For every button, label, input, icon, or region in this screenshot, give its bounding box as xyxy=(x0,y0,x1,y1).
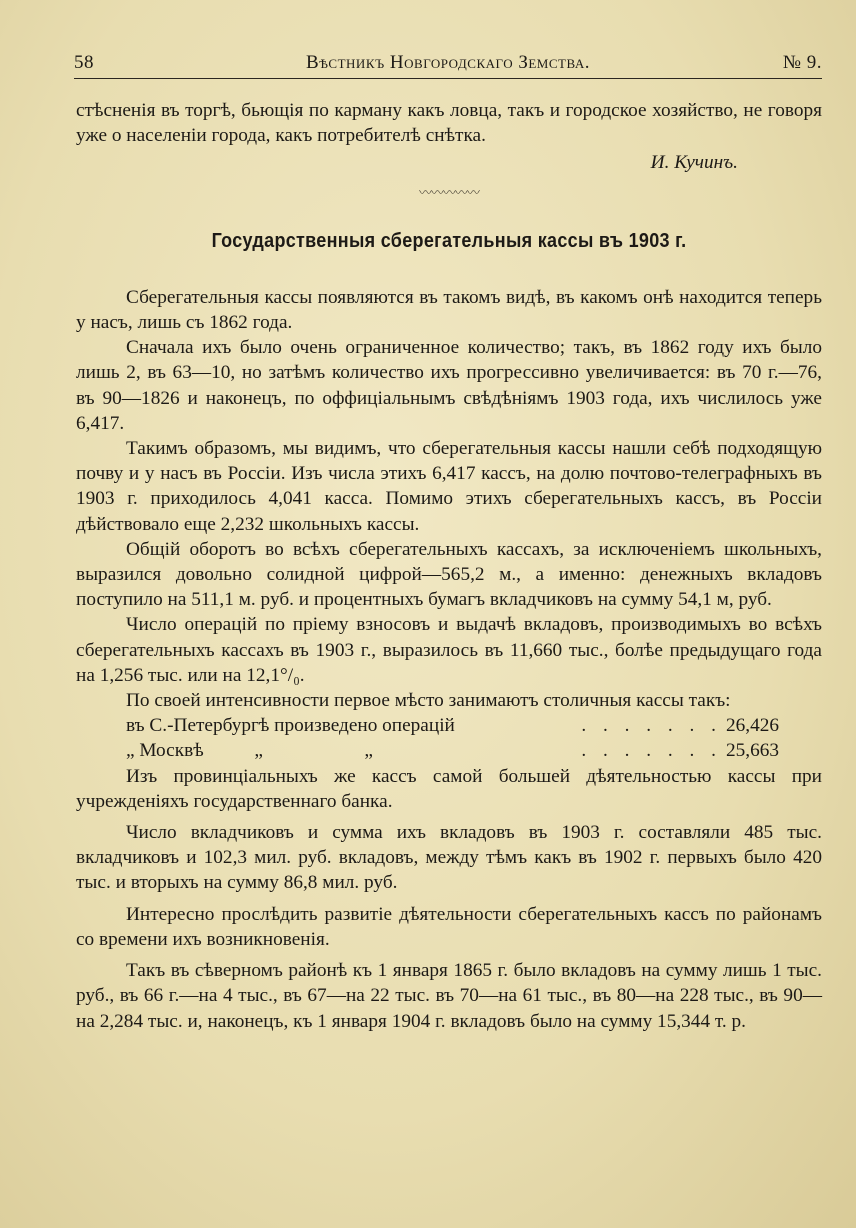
paragraph: Сначала ихъ было очень ограниченное количество; такъ, въ 1862 году ихъ было лишь 2, въ 63—10, но затѣмъ количество ихъ прогрессивно увеличивается: въ 70 г.—76, въ 90—1826 и наконецъ, по оффиціальнымъ свѣдѣніямъ 1903 года, ихъ числилось уже 6,417. xyxy=(76,337,822,434)
paragraph: По своей интенсивности первое мѣсто занимаютъ столичныя кассы такъ: xyxy=(126,690,731,712)
running-header xyxy=(74,52,822,78)
ops-value: 25,663 xyxy=(726,740,780,762)
paragraph: Общій оборотъ во всѣхъ сберегательныхъ кассахъ, за исключеніемъ школьныхъ, выразился довольно солидной цифрой—565,2 м., а именно: денежныхъ вкладовъ поступило на 511,1 м. руб. и процентныхъ бумагъ вкладчиковъ на сумму 54,1 м, руб. xyxy=(76,538,822,611)
article-title: Государственныя сберегательныя кассы въ 1903 г. xyxy=(211,228,687,252)
section-ornament: 〰〰〰〰〰 xyxy=(418,184,479,200)
leader-dots: . . . . . . . xyxy=(581,715,722,737)
ditto-mark: „ xyxy=(254,740,263,762)
journal-title: Вѣстникъ Новгородскаго Земства. xyxy=(306,52,590,73)
author-signature: И. Кучинъ. xyxy=(650,152,738,174)
header-rule xyxy=(74,78,822,79)
paragraph: Такимъ образомъ, мы видимъ, что сберегательныя кассы нашли себѣ подходящую почву и у насъ въ Россіи. Изъ числа этихъ 6,417 кассъ, на долю почтово-телеграфныхъ въ 1903 г. приходилось 4,041 касса. Помимо этихъ сберегательныхъ кассъ, въ Россіи дѣйствовало еще 2,232 школьныхъ кассы. xyxy=(76,438,822,535)
page-number: 58 xyxy=(74,52,94,73)
intro-paragraph: стѣсненія въ торгѣ, бьющія по карману какъ ловца, такъ и городское хозяйство, не говоря уже о населеніи города, какъ потребителѣ снѣтка. xyxy=(76,100,822,147)
ops-value: 26,426 xyxy=(726,715,780,737)
paragraph: Такъ въ сѣверномъ районѣ къ 1 января 1865 г. было вкладовъ на сумму лишь 1 тыс. руб., въ 66 г.—на 4 тыс., въ 67—на 22 тыс. въ 70—на 61 тыс., въ 80—на 228 тыс., въ 90—на 2,284 тыс. и, наконецъ, къ 1 января 1904 г. вкладовъ было на сумму 15,344 т. р. xyxy=(76,960,822,1032)
paragraph: Интересно прослѣдить развитіе дѣятельности сберегательныхъ кассъ по районамъ со времени ихъ возникновенія. xyxy=(76,903,822,950)
paragraph: Число операцій по пріему взносовъ и выдачѣ вкладовъ, производимыхъ во всѣхъ сберегательныхъ кассахъ въ 1903 г., выразилось въ 11,660 тыс., болѣе предыдущаго года на 1,256 тыс. или на 12,1°/₀. xyxy=(76,614,822,686)
page-body xyxy=(76,98,822,1034)
paragraph: Сберегательныя кассы появляются въ такомъ видѣ, въ какомъ онѣ находится теперь у насъ, лишь съ 1862 года. xyxy=(76,286,822,334)
ops-row-moscow xyxy=(76,738,822,763)
ops-label: въ С.-Петербургѣ произведено операцій xyxy=(126,715,455,737)
paragraph: Изъ провинціальныхъ же кассъ самой большей дѣятельностью кассы при учрежденіяхъ государственнаго банка. xyxy=(76,765,822,812)
leader-dots: . . . . . . . xyxy=(581,740,722,762)
paragraph: Число вкладчиковъ и сумма ихъ вкладовъ въ 1903 г. составляли 485 тыс. вкладчиковъ и 102,3 мил. руб. вкладовъ, между тѣмъ какъ въ 1902 г. первыхъ было 420 тыс. и вторыхъ на сумму 86,8 мил. руб. xyxy=(76,822,822,894)
ops-row-petersburg xyxy=(76,713,822,738)
issue-number: № 9. xyxy=(782,52,822,73)
ops-label: „ Москвѣ xyxy=(126,740,204,762)
ditto-mark: „ xyxy=(364,740,373,762)
